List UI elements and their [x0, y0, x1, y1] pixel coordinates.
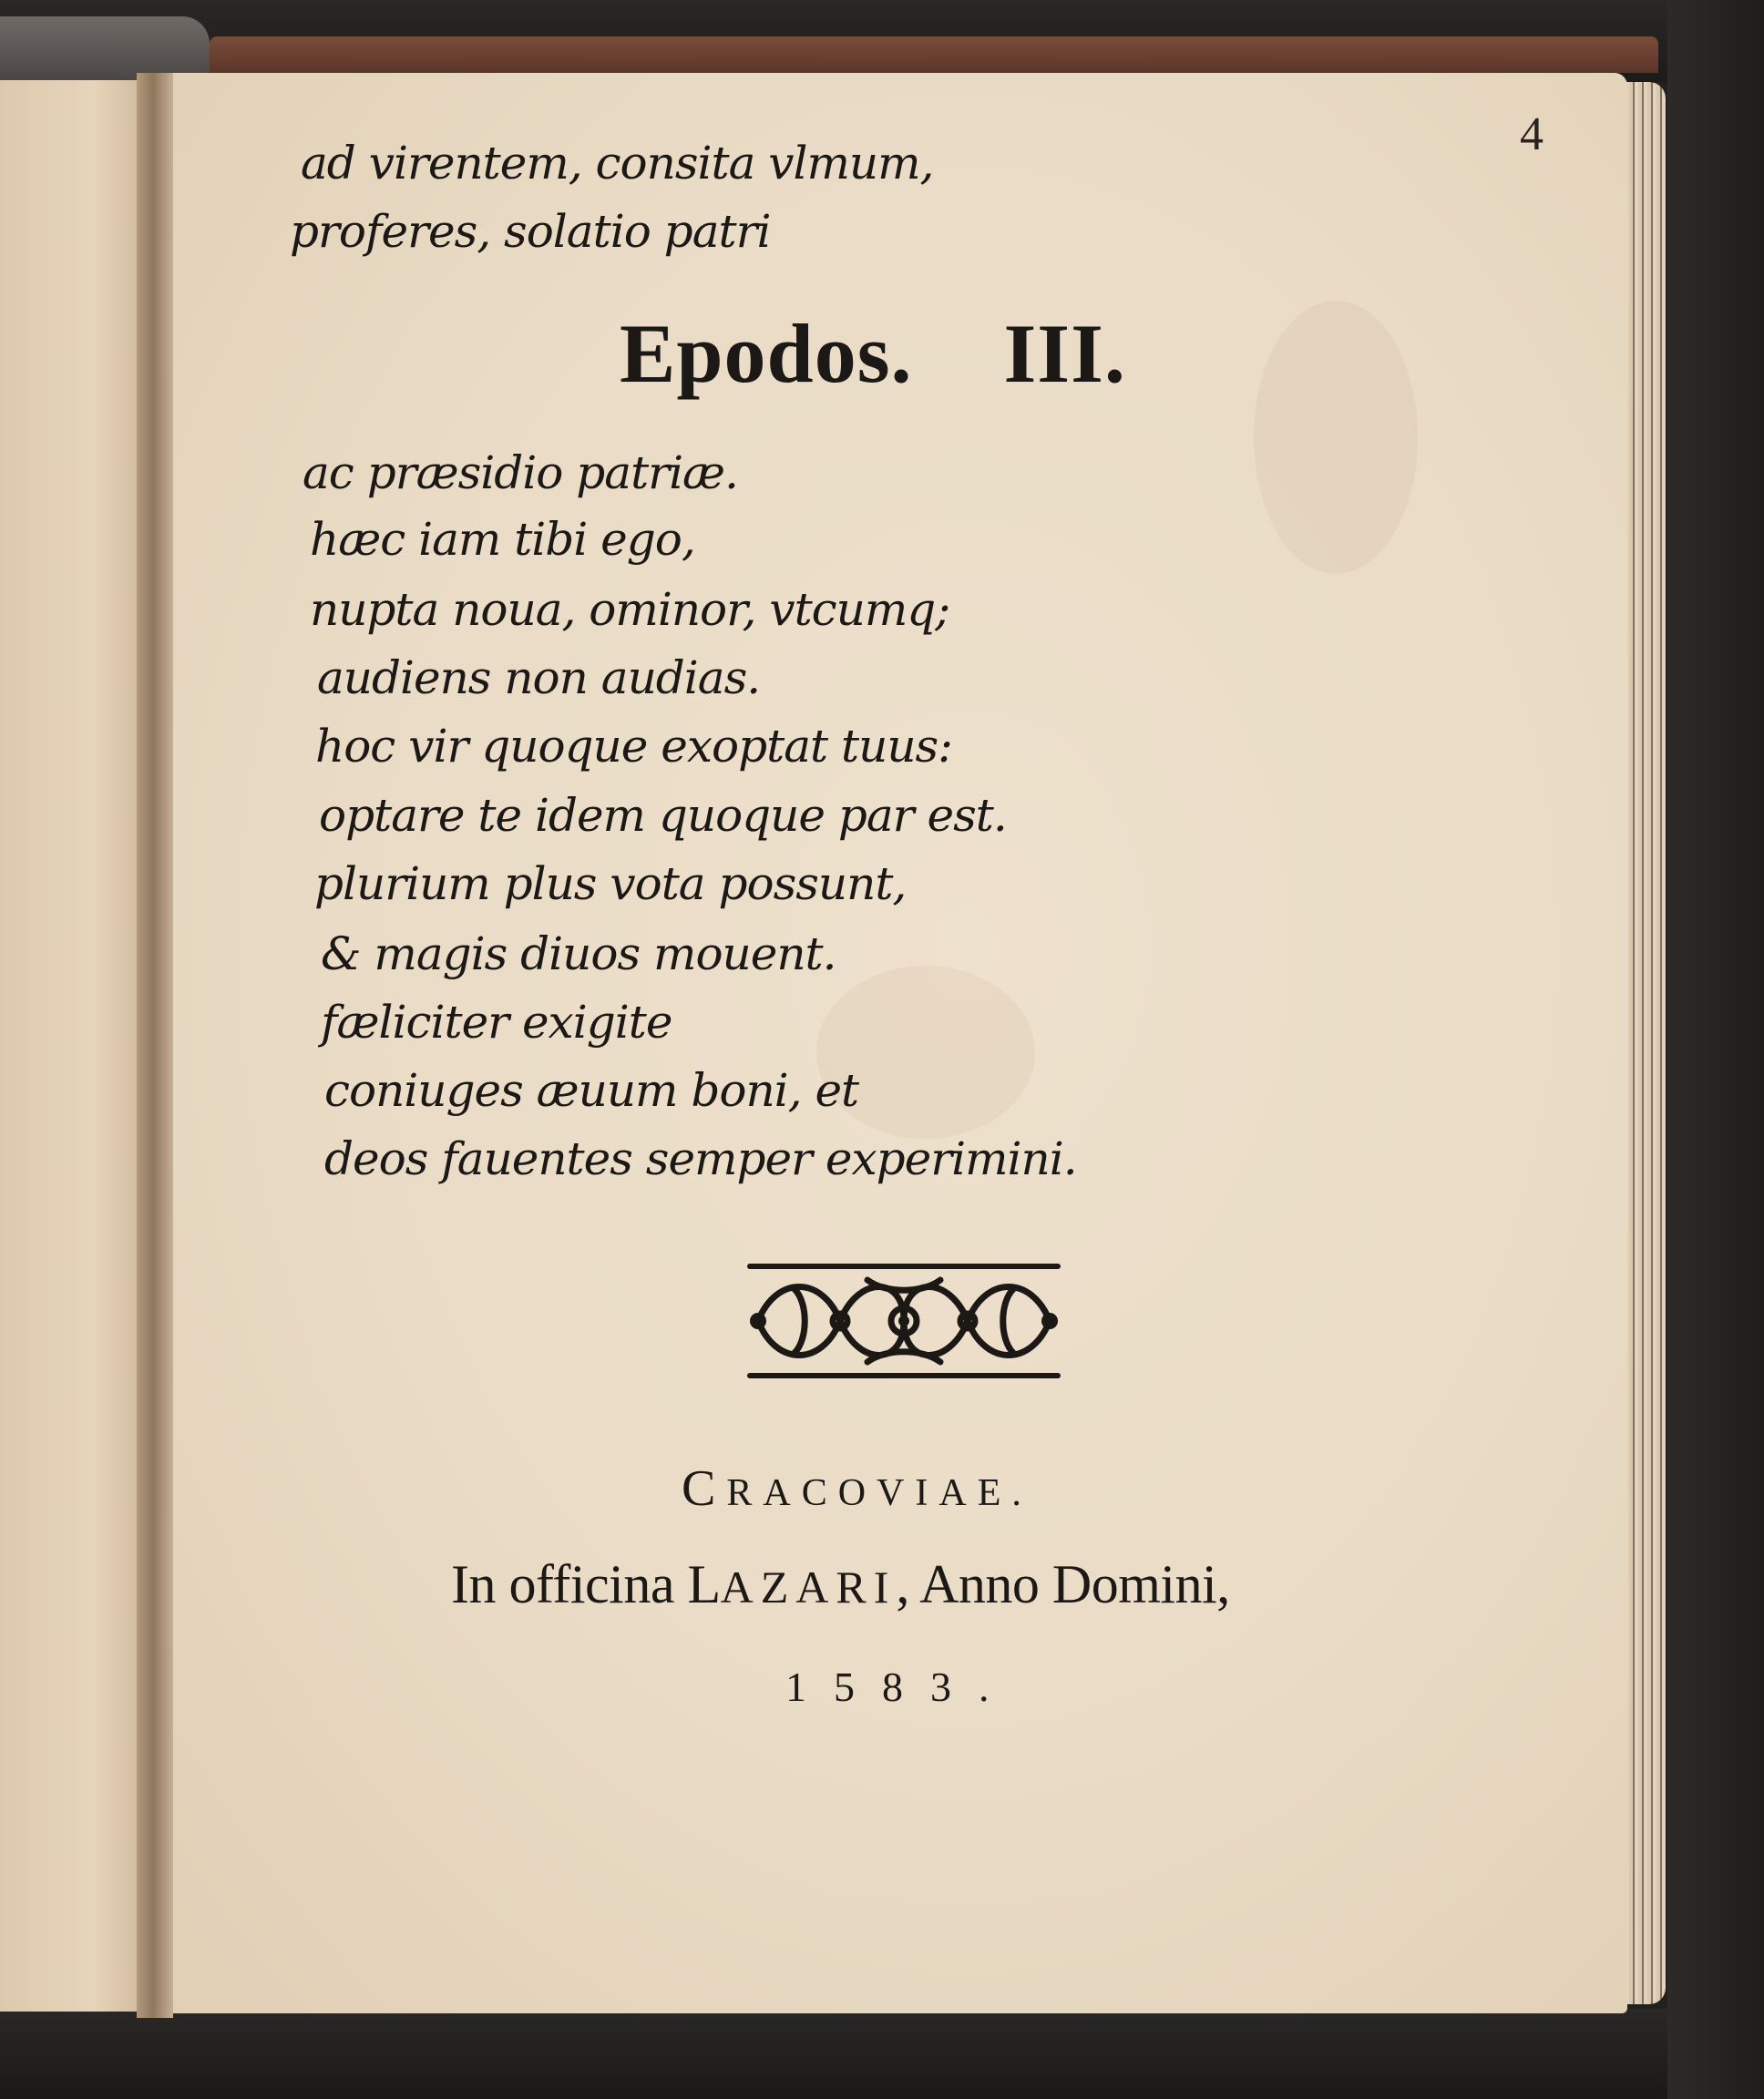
imprint-line-start: In officina — [451, 1554, 688, 1614]
cover-edge — [210, 36, 1658, 73]
verse-line: audiens non audias. — [317, 651, 761, 704]
printer-rest: AZARI — [720, 1561, 897, 1613]
printer-initial: L — [687, 1554, 721, 1614]
imprint-city — [682, 1459, 1032, 1518]
verse-line: optare te idem quoque par est. — [319, 789, 1007, 842]
verse-line: fæliciter exigite — [321, 996, 672, 1049]
left-cover-edge — [0, 16, 210, 80]
city-initial: C — [682, 1460, 727, 1517]
background-bottom — [0, 2009, 1764, 2099]
verse-line: ad virentem, consita vlmum, — [301, 137, 934, 189]
book-gutter — [137, 73, 173, 2018]
verse-line: proferes, solatio patri — [290, 205, 771, 258]
paper-stain — [1254, 301, 1418, 574]
page-number: 4 — [1520, 108, 1544, 160]
verse-line: deos fauentes semper experimini. — [324, 1132, 1077, 1185]
imprint-printer-line — [451, 1553, 1230, 1616]
printer-ornament-icon — [740, 1253, 1068, 1389]
verse-line: ac præsidio patriæ. — [303, 446, 738, 499]
city-rest: RACOVIAE. — [726, 1472, 1032, 1514]
verse-line: nupta noua, ominor, vtcumq; — [310, 583, 950, 636]
left-page — [0, 80, 155, 2012]
heading-numeral: III. — [1003, 307, 1126, 400]
background-right — [1667, 0, 1764, 2099]
imprint-year: 1583. — [785, 1664, 1017, 1710]
verse-line: hoc vir quoque exoptat tuus: — [315, 720, 953, 773]
imprint-line-end: , Anno Domini, — [896, 1554, 1230, 1614]
heading-title: Epodos. — [620, 307, 913, 400]
verse-line: coniuges æuum boni, et — [324, 1064, 859, 1117]
verse-line: hæc iam tibi ego, — [310, 513, 695, 566]
section-heading — [620, 305, 1126, 402]
verse-line: & magis diuos mouent. — [321, 927, 836, 980]
verse-line: plurium plus vota possunt, — [314, 857, 907, 910]
